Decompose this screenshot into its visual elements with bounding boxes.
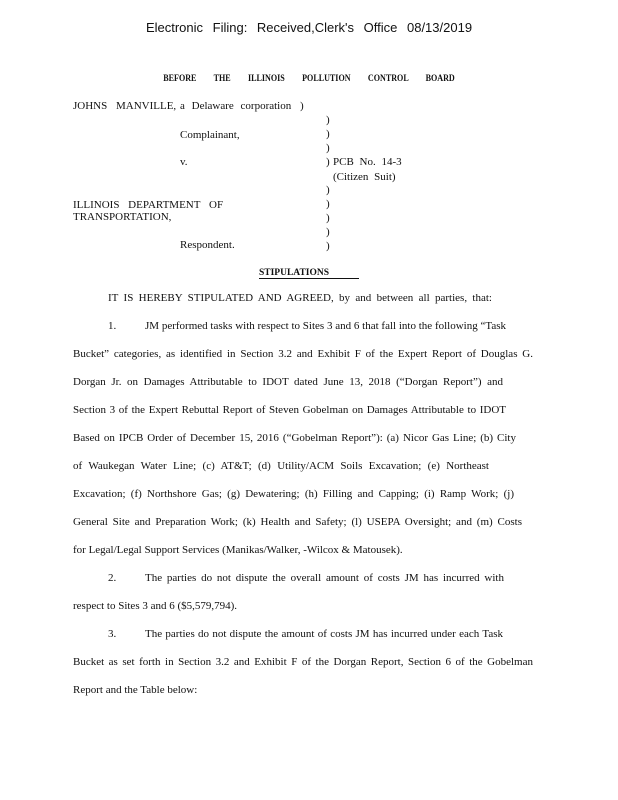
paragraph-line: Based on IPCB Order of December 15, 2016 (“Gobelman Report”): (a) Nicor Gas Line; (b) City bbox=[73, 432, 516, 444]
versus-label: v. bbox=[180, 156, 188, 168]
paragraph-line: of Waukegan Water Line; (c) AT&T; (d) Utility/ACM Soils Excavation; (e) Northeast bbox=[73, 460, 489, 472]
caption-bracket: ) bbox=[300, 100, 304, 112]
case-number: PCB No. 14-3 bbox=[333, 156, 402, 168]
case-type: (Citizen Suit) bbox=[333, 171, 396, 183]
filing-header: Electronic Filing: Received,Clerk's Office 08/13/2019 bbox=[145, 20, 473, 35]
caption-bracket: ) bbox=[326, 142, 330, 154]
paragraph-line: Dorgan Jr. on Damages Attributable to IDOT dated June 13, 2018 (“Dorgan Report”) and bbox=[73, 376, 503, 388]
respondent-name-line-2: TRANSPORTATION, bbox=[73, 211, 172, 223]
caption-bracket: ) bbox=[326, 240, 330, 252]
paragraph-line: Report and the Table below: bbox=[73, 684, 198, 696]
board-title: BEFORE THE ILLINOIS POLLUTION CONTROL BOARD bbox=[163, 74, 455, 84]
paragraph-line: Section 3 of the Expert Rebuttal Report of Steven Gobelman on Damages Attributable to IDOT bbox=[73, 404, 506, 416]
caption-bracket: ) bbox=[326, 184, 330, 196]
paragraph-line: The parties do not dispute the overall amount of costs JM has incurred with bbox=[145, 572, 504, 584]
paragraph-line: JM performed tasks with respect to Sites 3 and 6 that fall into the following “Task bbox=[145, 320, 506, 332]
paragraph-line: Excavation; (f) Northshore Gas; (g) Dewatering; (h) Filling and Capping; (i) Ramp Work; (j) bbox=[73, 488, 514, 500]
complainant-name: JOHNS MANVILLE, bbox=[73, 100, 177, 112]
paragraph-number: 3. bbox=[108, 628, 117, 640]
paragraph-line: respect to Sites 3 and 6 ($5,579,794). bbox=[73, 600, 238, 612]
caption-bracket: ) bbox=[326, 156, 330, 168]
paragraph-number: 1. bbox=[108, 320, 117, 332]
caption-bracket: ) bbox=[326, 226, 330, 238]
respondent-role: Respondent. bbox=[180, 239, 235, 251]
caption-bracket: ) bbox=[326, 212, 330, 224]
intro-paragraph: IT IS HEREBY STIPULATED AND AGREED, by and between all parties, that: bbox=[108, 292, 492, 304]
paragraph-line: for Legal/Legal Support Services (Manikas/Walker, -Wilcox & Matousek). bbox=[73, 544, 403, 556]
complainant-role: Complainant, bbox=[180, 129, 240, 141]
caption-bracket: ) bbox=[326, 114, 330, 126]
caption-bracket: ) bbox=[326, 128, 330, 140]
caption-bracket: ) bbox=[326, 198, 330, 210]
paragraph-line: Bucket” categories, as identified in Section 3.2 and Exhibit F of the Expert Report of Douglas G. bbox=[73, 348, 533, 360]
stipulations-title bbox=[0, 268, 618, 278]
paragraph-line: Bucket as set forth in Section 3.2 and Exhibit F of the Dorgan Report, Section 6 of the Gobelman bbox=[73, 656, 533, 668]
paragraph-number: 2. bbox=[108, 572, 117, 584]
paragraph-line: General Site and Preparation Work; (k) Health and Safety; (l) USEPA Oversight; and (m) Costs bbox=[73, 516, 522, 528]
paragraph-line: The parties do not dispute the amount of costs JM has incurred under each Task bbox=[145, 628, 503, 640]
respondent-name-line-1: ILLINOIS DEPARTMENT OF bbox=[73, 199, 224, 211]
stipulations-title-text: STIPULATIONS bbox=[259, 268, 359, 279]
complainant-description: a Delaware corporation bbox=[180, 100, 292, 112]
